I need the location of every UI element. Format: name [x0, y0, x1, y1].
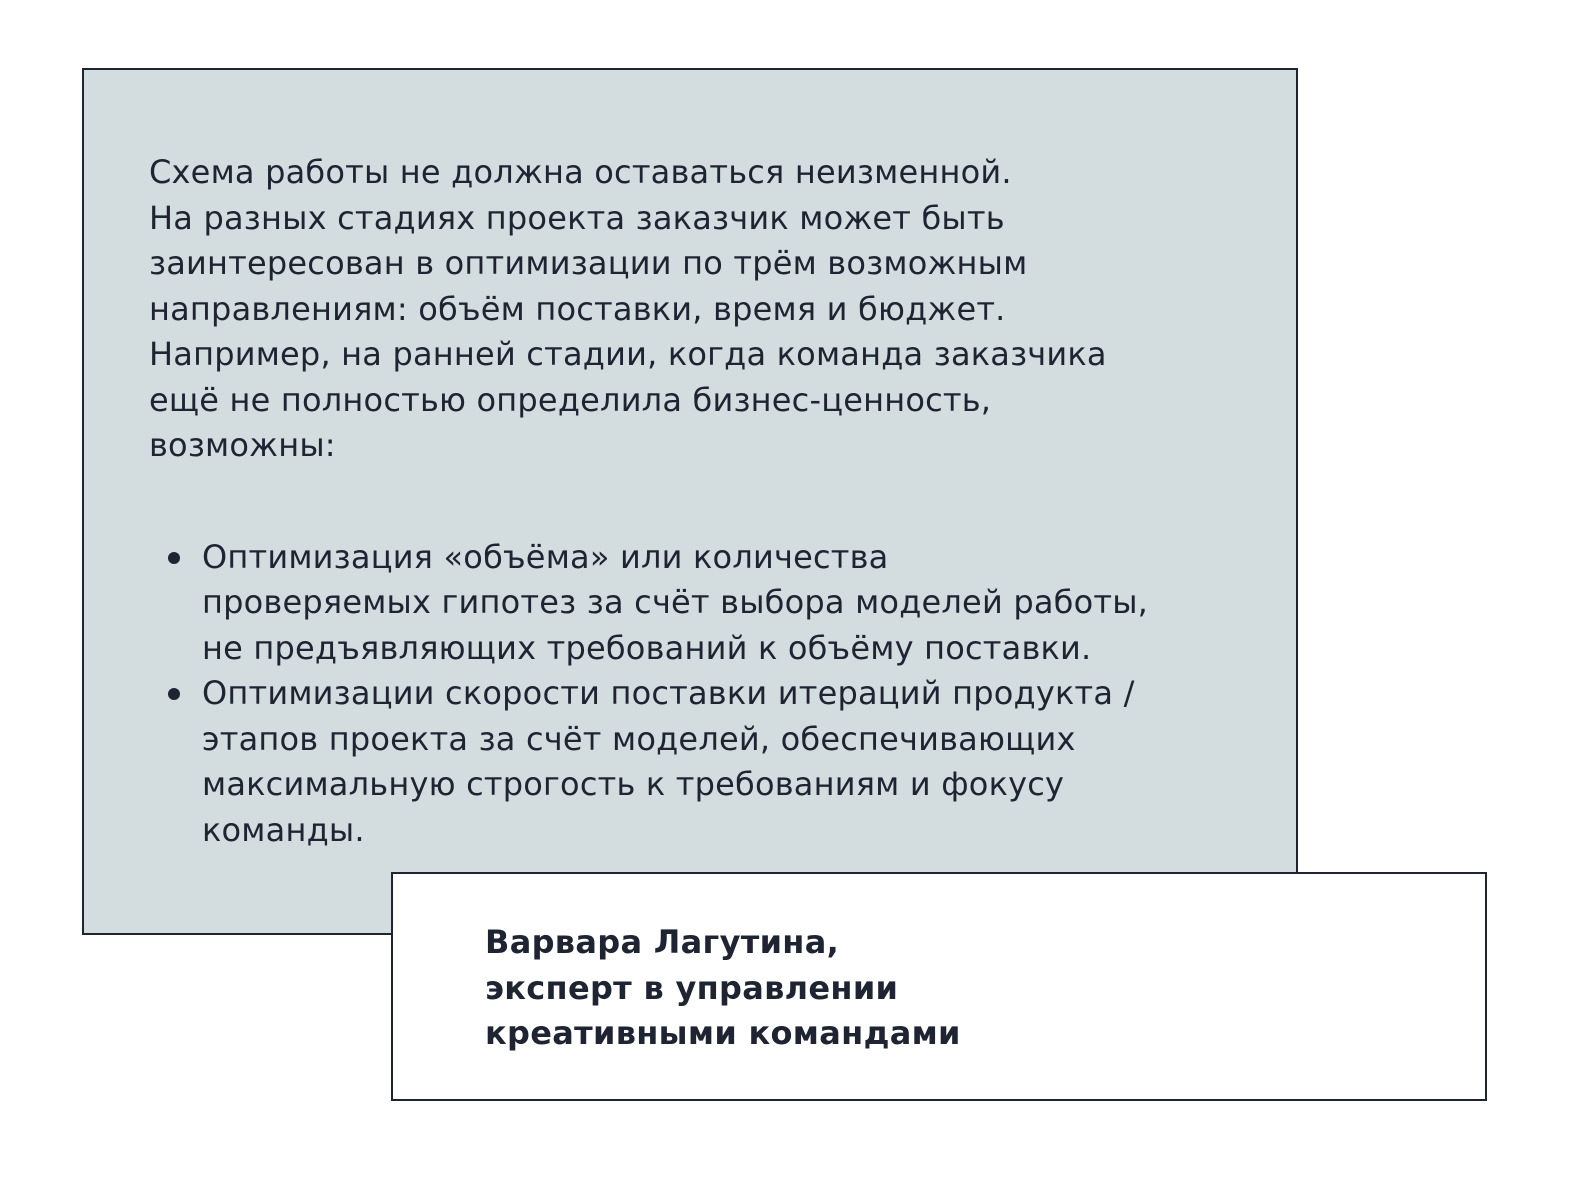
quote-line: Например, на ранней стадии, когда команда заказчика [149, 335, 1107, 373]
bullet-line: максимальную строгость к требованиям и фокусу [202, 765, 1065, 803]
author-caption [485, 920, 961, 1057]
author-card [391, 872, 1487, 1101]
quote-line: возможны: [149, 426, 336, 464]
bullet-item [149, 671, 1249, 853]
bullet-dot-icon [168, 552, 180, 564]
author-name: Варвара Лагутина, [485, 923, 840, 961]
bullet-line: Оптимизация «объёма» или количества [202, 537, 889, 576]
quote-intro [149, 150, 1249, 469]
quote-line: направлениям: объём поставки, время и бюджет. [149, 289, 1006, 328]
quote-text [149, 150, 1249, 853]
bullet-line: Оптимизации скорости поставки итераций продукта / [202, 674, 1135, 712]
quote-line: На разных стадиях проекта заказчик может быть [149, 198, 1005, 237]
quote-card [82, 68, 1298, 935]
bullet-item [149, 535, 1249, 672]
bullet-dot-icon [168, 688, 180, 700]
author-role-line: креативными командами [485, 1014, 961, 1052]
quote-line: Схема работы не должна оставаться неизменной. [149, 153, 1012, 191]
bullet-line: команды. [202, 810, 365, 849]
bullet-list [149, 535, 1249, 854]
quote-line: ещё не полностью определила бизнес-ценность, [149, 380, 992, 419]
author-role-line: эксперт в управлении [485, 968, 899, 1007]
bullet-line: проверяемых гипотез за счёт выбора моделей работы, [202, 583, 1149, 621]
quote-line: заинтересован в оптимизации по трём возможным [149, 244, 1028, 282]
bullet-line: не предъявляющих требований к объёму поставки. [202, 628, 1092, 667]
bullet-line: этапов проекта за счёт моделей, обеспечивающих [202, 719, 1076, 758]
